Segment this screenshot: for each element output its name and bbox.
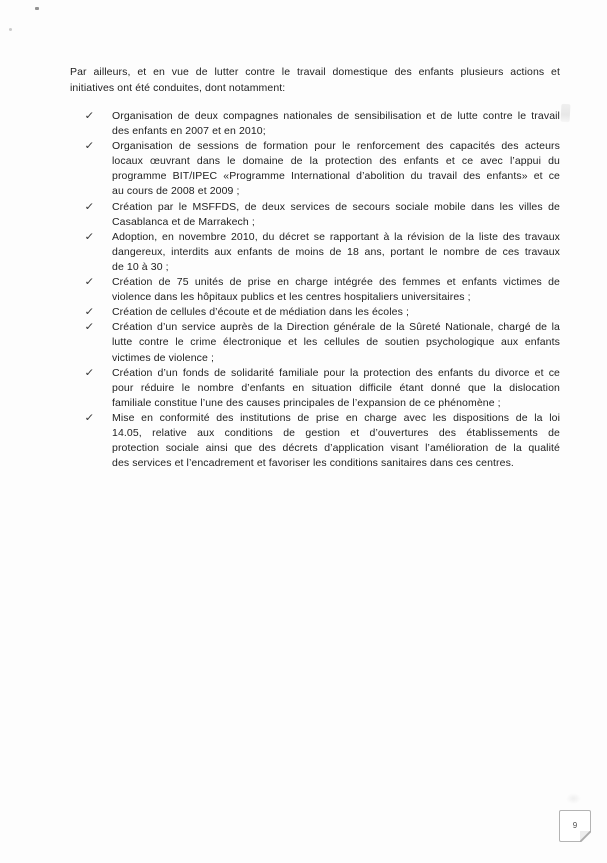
- bullet-line: pour réduire le nombre d’enfants en situation difficile étant donné que la dislocation: [112, 381, 560, 394]
- list-item: [70, 200, 560, 230]
- bullet-line: familiale constitue l’une des causes principales de l’expansion de ce phénomène ;: [112, 396, 501, 409]
- intro-paragraph: [70, 64, 560, 96]
- bullet-line: violence dans les hôpitaux publics et les centres hospitaliers universitaires ;: [112, 291, 471, 304]
- bullet-line: Création de cellules d’écoute et de médiation dans les écoles ;: [112, 306, 409, 319]
- list-item: [70, 139, 560, 199]
- checkmark-icon: ✓: [84, 321, 95, 334]
- checkmark-icon: ✓: [84, 200, 95, 213]
- list-item: [70, 366, 560, 411]
- bullet-line: Mise en conformité des institutions de prise en charge avec les dispositions de la loi: [112, 411, 560, 424]
- list-item: [70, 230, 560, 275]
- checkmark-icon: ✓: [84, 276, 95, 289]
- list-item: [70, 275, 560, 305]
- bullet-line: victimes de violence ;: [112, 351, 214, 364]
- list-item: [70, 320, 560, 365]
- bullet-line: locaux œuvrant dans le domaine de la protection des enfants et ce avec l’appui du: [112, 155, 560, 168]
- scan-speck: [35, 7, 39, 10]
- bullet-line: Création d’un service auprès de la Direction générale de la Sûreté Nationale, chargé de la: [112, 321, 560, 334]
- checkmark-icon: ✓: [84, 306, 95, 319]
- bullet-line: dangereux, interdits aux enfants de moins de 18 ans, portant le nombre de ces travaux: [112, 245, 560, 258]
- bullet-line: Création de 75 unités de prise en charge intégrée des femmes et enfants victimes de: [112, 276, 560, 289]
- bullet-line: protection sociale ainsi que des décrets d’application visant l’amélioration de la qualité: [112, 442, 560, 455]
- bullet-line: Organisation de sessions de formation pour le renforcement des capacités des acteurs: [112, 140, 560, 153]
- checkmark-icon: ✓: [84, 411, 95, 424]
- bullet-line: Casablanca et de Marrakech ;: [112, 215, 255, 228]
- scan-smudge: [566, 793, 581, 804]
- bullet-line: Organisation de deux compagnes nationales de sensibilisation et de lutte contre le travail: [112, 110, 560, 122]
- bullet-line: Création par le MSFFDS, de deux services de secours sociale mobile dans les villes de: [112, 200, 560, 213]
- checkmark-icon: ✓: [84, 230, 95, 243]
- bullet-line: des services et l’encadrement et favoriser les conditions sanitaires dans ces centres.: [112, 457, 514, 470]
- scan-speck: [9, 28, 12, 31]
- bullet-line: lutte contre le crime électronique et les cellules de soutien psychologique aux enfants: [112, 336, 560, 349]
- checkmark-icon: ✓: [84, 140, 95, 153]
- folded-corner-icon: [580, 831, 591, 842]
- bullet-list: [70, 109, 560, 471]
- bullet-line: des enfants en 2007 et en 2010;: [112, 125, 266, 138]
- bullet-line: au cours de 2008 et 2009 ;: [112, 185, 240, 198]
- bullet-line: Adoption, en novembre 2010, du décret se rapportant à la révision de la liste des travaux: [112, 230, 560, 243]
- checkmark-icon: ✓: [84, 366, 95, 379]
- page-number: 9: [572, 821, 578, 830]
- list-item: [70, 411, 560, 471]
- checkmark-icon: ✓: [84, 110, 95, 122]
- paragraph-line: initiatives ont été conduites, dont notamment:: [70, 82, 286, 94]
- list-item: [70, 305, 560, 320]
- bullet-line: Création d’un fonds de solidarité familiale pour la protection des enfants du divorce et ce: [112, 366, 560, 379]
- bullet-line: programme BIT/IPEC «Programme International d’abolition du travail des enfants» et ce: [112, 170, 560, 183]
- text-block: [70, 64, 560, 471]
- bullet-line: 14.05, relative aux conditions de gestion et d’ouvertures des établissements de: [112, 426, 560, 439]
- list-item: [70, 109, 560, 139]
- scan-smudge: [561, 104, 571, 122]
- paragraph-line: Par ailleurs, et en vue de lutter contre le travail domestique des enfants plusieurs actions et: [70, 66, 560, 78]
- bullet-line: de 10 à 30 ;: [112, 260, 169, 273]
- page-number-box: [559, 810, 591, 842]
